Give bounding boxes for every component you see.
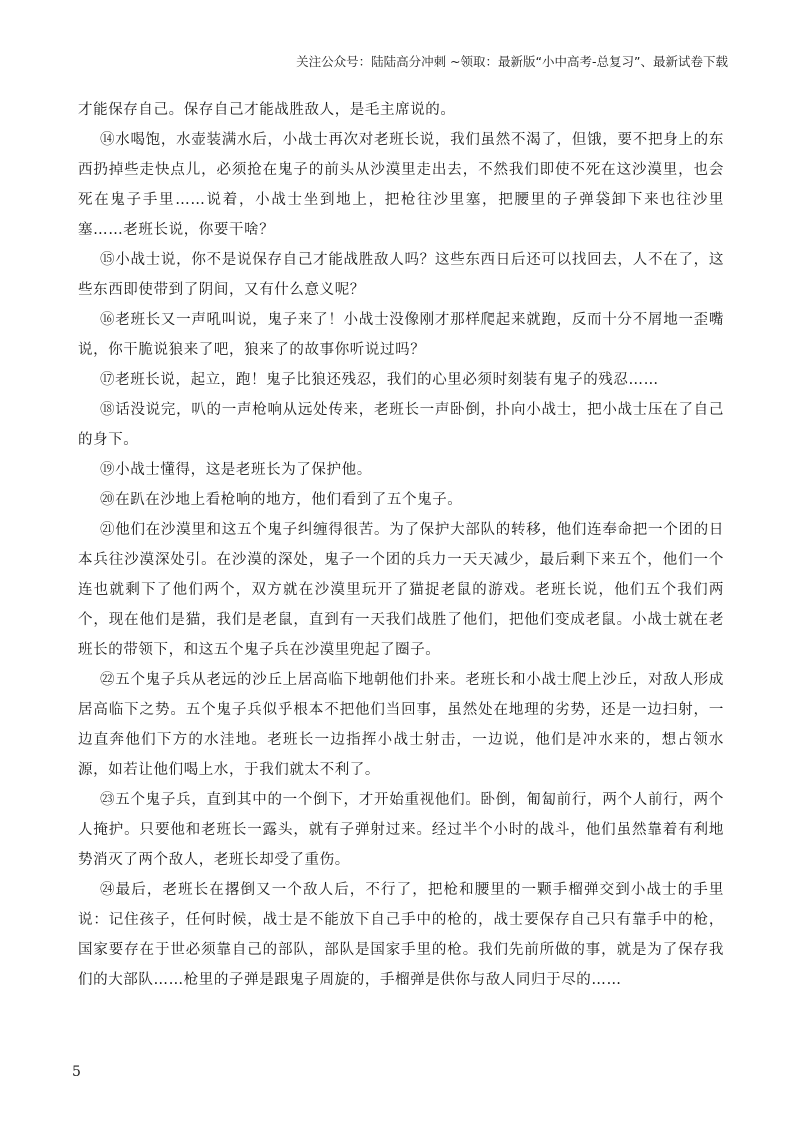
paragraph: ㉑他们在沙漠里和这五个鬼子纠缠得很苦。为了保护大部队的转移，他们连奉命把一个团的日本兵往沙漠深处引。在沙漠的深处，鬼子一个团的兵力一天天减少，最后剩下来五个，他们一个连也就剩下了他们两个，双方就在沙漠里玩开了猫捉老鼠的游戏。老班长说，他们五个我们两个，现在他们是猫，我们是老鼠，直到有一天我们战胜了他们，把他们变成老鼠。小战士就在老班长的带领下，和这五个鬼子兵在沙漠里兜起了圈子。 bbox=[78, 522, 724, 658]
paragraph: ⑱话没说完，叭的一声枪响从远处传来，老班长一声卧倒，扑向小战士，把小战士压在了自己的身下。 bbox=[78, 402, 724, 448]
paragraph: ⑰老班长说，起立，跑！鬼子比狼还残忍，我们的心里必须时刻装有鬼子的残忍…… bbox=[100, 372, 659, 388]
header-note: 关注公众号：陆陆高分冲刺 ~领取：最新版“小中高考-总复习”、最新试卷下载 bbox=[296, 54, 728, 69]
page-number: 5 bbox=[72, 1064, 81, 1080]
paragraph: ⑳在趴在沙地上看枪响的地方，他们看到了五个鬼子。 bbox=[100, 492, 463, 508]
paragraph: 才能保存自己。保存自己才能战胜敌人，是毛主席说的。 bbox=[78, 102, 456, 118]
article-body bbox=[78, 95, 724, 995]
paragraph: ㉓五个鬼子兵，直到其中的一个倒下，才开始重视他们。卧倒，匍匐前行，两个人前行，两个人掩护。只要他和老班长一露头，就有子弹射过来。经过半个小时的战斗，他们虽然靠着有利地势消灭了两个敌人，老班长却受了重伤。 bbox=[78, 792, 724, 868]
paragraph: ⑭水喝饱，水壶装满水后，小战士再次对老班长说，我们虽然不渴了，但饿，要不把身上的东西扔掉些走快点儿，必须抢在鬼子的前头从沙漠里走出去，不然我们即使不死在这沙漠里，也会死在鬼子手里……说着，小战士坐到地上，把枪往沙里塞，把腰里的子弹袋卸下来也往沙里塞……老班长说，你要干啥？ bbox=[78, 132, 724, 238]
paragraph: ㉔最后，老班长在撂倒又一个敌人后，不行了，把枪和腰里的一颗手榴弹交到小战士的手里说：记住孩子，任何时候，战士是不能放下自己手中的枪的，战士要保存自己只有靠手中的枪，国家要存在于世必须靠自己的部队，部队是国家手里的枪。我们先前所做的事，就是为了保存我们的大部队……枪里的子弹是跟鬼子周旋的，手榴弹是供你与敌人同归于尽的…… bbox=[78, 882, 724, 988]
paragraph: ⑮小战士说，你不是说保存自己才能战胜敌人吗？这些东西日后还可以找回去，人不在了，这些东西即使带到了阴间，又有什么意义呢？ bbox=[78, 252, 724, 298]
paragraph: ⑯老班长又一声吼叫说，鬼子来了！小战士没像刚才那样爬起来就跑，反而十分不屑地一歪嘴说，你干脆说狼来了吧，狼来了的故事你听说过吗？ bbox=[78, 312, 724, 358]
paragraph: ㉒五个鬼子兵从老远的沙丘上居高临下地朝他们扑来。老班长和小战士爬上沙丘，对敌人形成居高临下之势。五个鬼子兵似乎根本不把他们当回事，虽然处在地理的劣势，还是一边扫射，一边直奔他们下方的水洼地。老班长一边指挥小战士射击，一边说，他们是冲水来的，想占领水源，如若让他们喝上水，于我们就太不利了。 bbox=[78, 672, 724, 778]
paragraph: ⑲小战士懂得，这是老班长为了保护他。 bbox=[100, 462, 372, 478]
